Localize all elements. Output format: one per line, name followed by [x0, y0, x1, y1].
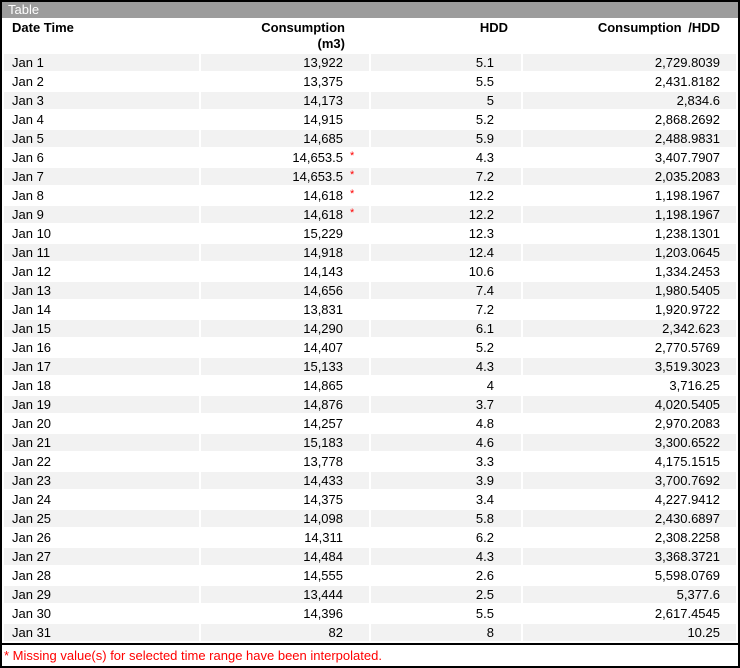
consumption-value: 14,311	[304, 530, 343, 545]
table-row	[4, 567, 736, 584]
cell-consumption	[201, 244, 369, 261]
cell-date: Jan 20	[12, 416, 52, 431]
cell-date: Jan 11	[4, 244, 199, 261]
cell-consumption	[201, 491, 369, 508]
cell-consumption	[201, 92, 369, 109]
cell-consumption	[201, 548, 369, 565]
table-row	[4, 225, 736, 242]
consumption-value: 14,915	[303, 112, 343, 127]
cell-date: Jan 18	[12, 378, 52, 393]
column-header-consumption-label: Consumption	[261, 20, 345, 35]
cell-per-hdd: 1,920.9722	[654, 302, 720, 317]
cell-per-hdd: 2,617.4545	[654, 606, 720, 621]
cell-date: Jan 27	[4, 548, 199, 565]
cell-hdd: 5.2	[475, 340, 494, 355]
cell-date: Jan 8	[12, 188, 44, 203]
consumption-value: 15,183	[303, 435, 343, 450]
table-row	[4, 453, 736, 470]
cell-date: Jan 4	[12, 112, 44, 127]
cell-consumption	[201, 320, 369, 337]
cell-date: Jan 30	[12, 606, 52, 621]
cell-hdd: 5.2	[475, 112, 494, 127]
cell-hdd: 6.1	[371, 320, 521, 337]
cell-consumption	[201, 225, 369, 242]
cell-consumption	[201, 111, 369, 128]
consumption-value: 14,653.5	[292, 150, 343, 165]
cell-per-hdd: 3,407.7907	[654, 150, 720, 165]
cell-per-hdd: 2,488.9831	[523, 130, 736, 147]
table-row	[4, 548, 736, 565]
cell-per-hdd: 1,238.1301	[654, 226, 720, 241]
cell-date: Jan 25	[4, 510, 199, 527]
cell-date: Jan 24	[12, 492, 52, 507]
table-row	[4, 529, 736, 546]
cell-per-hdd: 1,198.1967	[523, 206, 736, 223]
cell-per-hdd: 3,300.6522	[523, 434, 736, 451]
cell-hdd: 5.5	[475, 74, 494, 89]
interpolated-asterisk: *	[350, 207, 355, 219]
cell-date: Jan 5	[4, 130, 199, 147]
consumption-value: 13,922	[303, 55, 343, 70]
cell-per-hdd: 1,198.1967	[654, 188, 720, 203]
cell-hdd: 2.5	[371, 586, 521, 603]
cell-hdd: 12.3	[468, 226, 494, 241]
cell-per-hdd: 3,368.3721	[523, 548, 736, 565]
cell-consumption	[201, 73, 369, 90]
cell-hdd: 12.4	[371, 244, 521, 261]
cell-consumption	[201, 510, 369, 527]
cell-consumption	[201, 54, 369, 71]
cell-per-hdd: 5,598.0769	[654, 568, 720, 583]
cell-hdd: 3.9	[371, 472, 521, 489]
cell-hdd: 7.2	[475, 302, 494, 317]
cell-hdd: 12.2	[371, 206, 521, 223]
cell-date: Jan 23	[4, 472, 199, 489]
cell-consumption	[201, 263, 369, 280]
cell-consumption	[201, 187, 369, 204]
consumption-value: 14,865	[303, 378, 343, 393]
consumption-value: 13,444	[303, 587, 343, 602]
cell-consumption	[201, 206, 369, 223]
cell-date: Jan 13	[4, 282, 199, 299]
column-header-consumption-per-hdd: Consumption /HDD	[597, 20, 720, 35]
consumption-value: 14,098	[303, 511, 343, 526]
cell-hdd: 3.4	[475, 492, 494, 507]
cell-date: Jan 9	[4, 206, 199, 223]
table-row	[4, 111, 736, 128]
table-row	[4, 320, 736, 337]
cell-hdd: 4.8	[475, 416, 494, 431]
cell-hdd: 7.4	[371, 282, 521, 299]
table-row	[4, 92, 736, 109]
table-row	[4, 206, 736, 223]
cell-per-hdd: 2,834.6	[523, 92, 736, 109]
cell-date: Jan 21	[4, 434, 199, 451]
cell-hdd: 5.5	[475, 606, 494, 621]
cell-consumption	[201, 415, 369, 432]
consumption-value: 14,685	[303, 131, 343, 146]
cell-date: Jan 2	[12, 74, 44, 89]
cell-per-hdd: 10.25	[523, 624, 736, 641]
table-row	[4, 187, 736, 204]
consumption-value: 14,484	[303, 549, 343, 564]
table-row	[4, 168, 736, 185]
consumption-value: 14,396	[303, 606, 343, 621]
cell-per-hdd: 3,716.25	[669, 378, 720, 393]
cell-consumption	[201, 472, 369, 489]
interpolated-asterisk: *	[350, 169, 355, 181]
cell-per-hdd: 2,308.2258	[654, 530, 720, 545]
cell-hdd: 5.8	[371, 510, 521, 527]
cell-date: Jan 28	[12, 568, 52, 583]
cell-hdd: 4.3	[371, 358, 521, 375]
cell-hdd: 5.1	[371, 54, 521, 71]
cell-consumption	[201, 624, 369, 641]
titlebar	[2, 2, 738, 18]
cell-hdd: 7.2	[371, 168, 521, 185]
cell-per-hdd: 1,980.5405	[523, 282, 736, 299]
column-header-hdd: HDD	[479, 20, 508, 35]
consumption-value: 14,407	[303, 340, 343, 355]
cell-hdd: 10.6	[468, 264, 494, 279]
cell-consumption	[201, 282, 369, 299]
consumption-value: 14,653.5	[292, 169, 343, 184]
cell-hdd: 4.3	[371, 548, 521, 565]
cell-hdd: 4	[486, 378, 494, 393]
cell-consumption	[201, 339, 369, 356]
consumption-value: 14,433	[303, 473, 343, 488]
cell-per-hdd: 3,700.7692	[523, 472, 736, 489]
consumption-value: 14,618	[303, 207, 343, 222]
cell-per-hdd: 2,035.2083	[523, 168, 736, 185]
consumption-value: 14,876	[303, 397, 343, 412]
table-row	[4, 130, 736, 147]
table-row	[4, 73, 736, 90]
table-row	[4, 434, 736, 451]
consumption-value: 14,618	[303, 188, 343, 203]
cell-date: Jan 31	[4, 624, 199, 641]
cell-date: Jan 26	[12, 530, 52, 545]
cell-consumption	[201, 301, 369, 318]
cell-consumption	[201, 605, 369, 622]
cell-date: Jan 12	[12, 264, 52, 279]
consumption-value: 14,656	[303, 283, 343, 298]
cell-hdd: 6.2	[475, 530, 494, 545]
consumption-value: 14,375	[303, 492, 343, 507]
table-row	[4, 301, 736, 318]
cell-consumption	[201, 453, 369, 470]
cell-consumption	[201, 358, 369, 375]
table-body	[4, 54, 736, 641]
cell-per-hdd: 5,377.6	[523, 586, 736, 603]
cell-per-hdd: 2,770.5769	[654, 340, 720, 355]
cell-per-hdd: 1,334.2453	[654, 264, 720, 279]
table-row	[4, 358, 736, 375]
table-row	[4, 605, 736, 622]
table-row	[4, 396, 736, 413]
cell-date: Jan 16	[12, 340, 52, 355]
cell-date: Jan 15	[4, 320, 199, 337]
cell-hdd: 4.3	[475, 150, 494, 165]
consumption-value: 14,173	[303, 93, 343, 108]
cell-date: Jan 6	[12, 150, 44, 165]
table-row	[4, 282, 736, 299]
table-row	[4, 510, 736, 527]
table-row	[4, 339, 736, 356]
cell-hdd: 8	[371, 624, 521, 641]
table-row	[4, 491, 736, 508]
cell-per-hdd: 4,020.5405	[523, 396, 736, 413]
cell-date: Jan 1	[4, 54, 199, 71]
cell-consumption	[201, 434, 369, 451]
cell-consumption	[201, 586, 369, 603]
cell-per-hdd: 2,868.2692	[654, 112, 720, 127]
cell-consumption	[201, 377, 369, 394]
window-title: Table	[8, 2, 40, 17]
cell-hdd: 4.6	[371, 434, 521, 451]
table-row	[4, 149, 736, 166]
consumption-value: 82	[328, 625, 343, 640]
cell-consumption	[201, 396, 369, 413]
table-row	[4, 415, 736, 432]
cell-hdd: 12.2	[468, 188, 494, 203]
cell-per-hdd: 1,203.0645	[523, 244, 736, 261]
cell-consumption	[201, 168, 369, 185]
table-row	[4, 263, 736, 280]
cell-consumption	[201, 149, 369, 166]
consumption-value: 14,290	[303, 321, 343, 336]
cell-hdd: 3.3	[475, 454, 494, 469]
cell-per-hdd: 3,519.3023	[523, 358, 736, 375]
cell-consumption	[201, 529, 369, 546]
cell-per-hdd: 4,175.1515	[654, 454, 720, 469]
table-row	[4, 472, 736, 489]
cell-hdd: 2.6	[475, 568, 494, 583]
table-row	[4, 54, 736, 71]
consumption-value: 14,257	[303, 416, 343, 431]
interpolated-asterisk: *	[350, 188, 355, 200]
cell-per-hdd: 2,970.2083	[654, 416, 720, 431]
consumption-value: 15,229	[303, 226, 343, 241]
cell-per-hdd: 2,729.8039	[523, 54, 736, 71]
cell-date: Jan 19	[4, 396, 199, 413]
cell-hdd: 5.9	[371, 130, 521, 147]
cell-date: Jan 3	[4, 92, 199, 109]
cell-date: Jan 10	[12, 226, 52, 241]
consumption-value: 15,133	[303, 359, 343, 374]
data-table	[2, 18, 738, 643]
cell-per-hdd: 4,227.9412	[654, 492, 720, 507]
cell-date: Jan 29	[4, 586, 199, 603]
cell-hdd: 5	[371, 92, 521, 109]
cell-hdd: 3.7	[371, 396, 521, 413]
consumption-value: 14,555	[303, 568, 343, 583]
cell-consumption	[201, 567, 369, 584]
consumption-value: 14,918	[303, 245, 343, 260]
column-header-date-time: Date Time	[12, 20, 74, 35]
interpolated-asterisk: *	[350, 150, 355, 162]
consumption-value: 14,143	[303, 264, 343, 279]
consumption-value: 13,778	[303, 454, 343, 469]
cell-date: Jan 14	[12, 302, 52, 317]
cell-date: Jan 22	[12, 454, 52, 469]
column-header-consumption-unit: (m3)	[317, 36, 345, 51]
cell-date: Jan 17	[4, 358, 199, 375]
column-header-consumption	[201, 20, 369, 52]
cell-per-hdd: 2,342.623	[523, 320, 736, 337]
cell-date: Jan 7	[4, 168, 199, 185]
table-row	[4, 244, 736, 261]
cell-per-hdd: 2,431.8182	[654, 74, 720, 89]
consumption-value: 13,375	[303, 74, 343, 89]
table-row	[4, 624, 736, 641]
header-row	[4, 20, 736, 52]
table-row	[4, 377, 736, 394]
table-row	[4, 586, 736, 603]
cell-consumption	[201, 130, 369, 147]
footnote: * Missing value(s) for selected time range have been interpolated.	[2, 643, 738, 666]
consumption-value: 13,831	[303, 302, 343, 317]
cell-per-hdd: 2,430.6897	[523, 510, 736, 527]
